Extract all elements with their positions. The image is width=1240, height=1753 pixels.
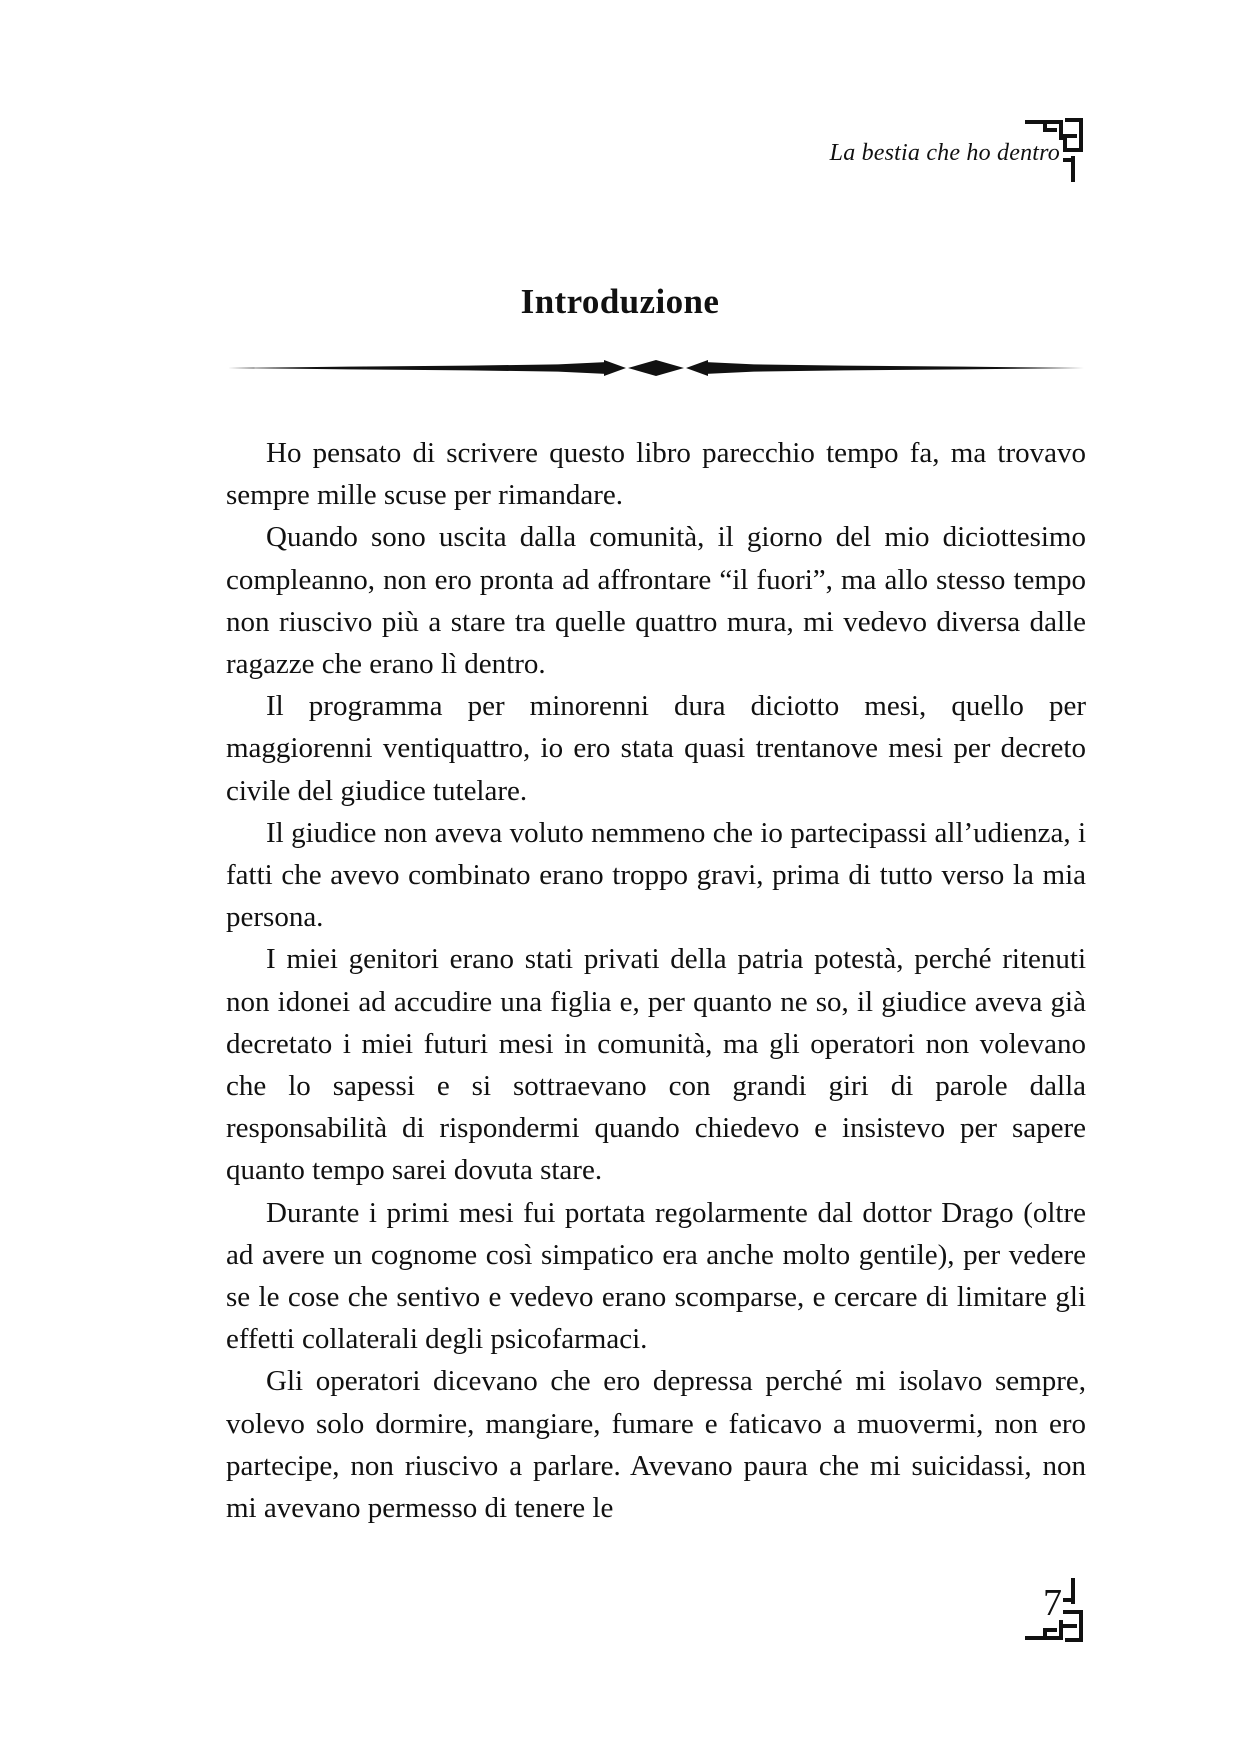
paragraph: Durante i primi mesi fui portata regolarmente dal dottor Drago (oltre ad avere un cognome così simpatico era anche molto gentile), per vedere se le cose che sentivo e vedevo erano scomparse, e cercare di limitare gli effetti collaterali degli psicofarmaci. — [226, 1196, 1086, 1356]
paragraph: Ho pensato di scrivere questo libro parecchio tempo fa, ma trovavo sempre mille scuse per rimandare. — [226, 437, 1086, 512]
corner-ornament-top-icon — [1025, 116, 1085, 184]
paragraph: Il giudice non aveva voluto nemmeno che io partecipassi all’udienza, i fatti che avevo combinato erano troppo gravi, prima di tutto verso la mia persona. — [226, 816, 1086, 934]
page-number: 7 — [1043, 1582, 1062, 1624]
chapter-title: Introduzione — [520, 282, 720, 321]
decorative-rule-icon — [228, 356, 1084, 380]
paragraph: Gli operatori dicevano che ero depressa perché mi isolavo sempre, volevo solo dormire, mangiare, fumare e faticavo a muovermi, non ero partecipe, non riuscivo a parlare. Avevano paura che mi suicidassi, non mi avevano permesso di tenere le — [226, 1365, 1086, 1525]
paragraph: Il programma per minorenni dura diciotto mesi, quello per maggiorenni ventiquattro, io ero stata quasi trentanove mesi per decreto civile del giudice tutelare. — [226, 690, 1086, 807]
body-text — [226, 432, 1086, 1529]
paragraph: I miei genitori erano stati privati della patria potestà, perché ritenuti non idonei ad accudire una figlia e, per quanto ne so, il giudice aveva già decretato i miei futuri mesi in comunità, ma gli operatori non volevano che lo sapessi e si sottraevano con grandi giri di parole dalla responsabilità di rispondermi quando chiedevo e insistevo per sapere quanto tempo sarei dovuta stare. — [226, 943, 1086, 1187]
corner-ornament-bottom-icon — [1025, 1578, 1085, 1644]
running-header: La bestia che ho dentro — [829, 140, 1060, 166]
paragraph: Quando sono uscita dalla comunità, il giorno del mio diciottesimo compleanno, non ero pronta ad affrontare “il fuori”, ma allo stesso tempo non riuscivo più a stare tra quelle quattro mura, mi vedevo diversa dalle ragazze che erano lì dentro. — [226, 521, 1086, 681]
